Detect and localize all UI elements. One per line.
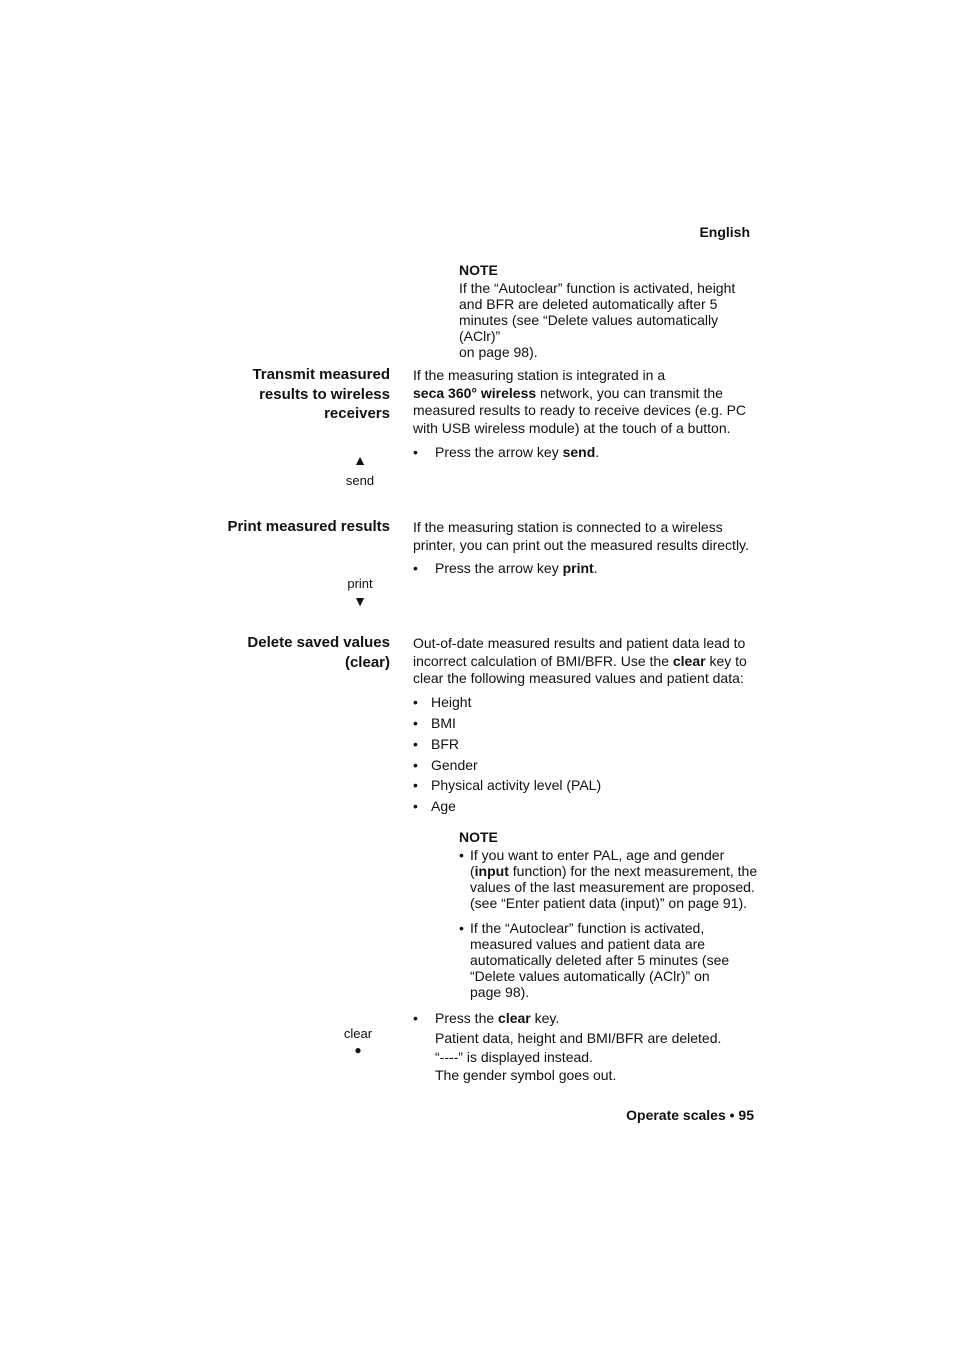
print-instruction: • Press the arrow key print. (413, 560, 598, 576)
print-paragraph: If the measuring station is connected to a wireless printer, you can print out the measured results directly. (413, 519, 749, 553)
note-bullet: • If you want to enter PAL, age and gender (input function) for the next measurement, the values of the last measurement are proposed. (see “Enter patient data (input)” on page 91). (459, 847, 758, 911)
language-label: English (699, 224, 750, 240)
list-item: • Age (413, 798, 456, 814)
list-item: • Physical activity level (PAL) (413, 777, 602, 793)
clear-result: Patient data, height and BMI/BFR are deleted. “----” is displayed instead. The gender symbol goes out. (435, 1030, 722, 1083)
note-title: NOTE (459, 262, 498, 278)
note-bullet: • If the “Autoclear” function is activated, measured values and patient data are automatically deleted after 5 minutes (see “Delete values automatically (AClr)” on page 98). (459, 920, 730, 1000)
note-title: NOTE (459, 829, 498, 845)
clear-key-label: clear (343, 1026, 373, 1041)
note-text: If the “Autoclear” function is activated, height and BFR are deleted automatically after 5 minutes (see “Delete values automatically (AClr)” on page 98). (459, 280, 736, 360)
clear-paragraph: Out-of-date measured results and patient data lead to incorrect calculation of BMI/BFR. Use the clear key to clear the following measured values and patient data: (413, 635, 747, 686)
page-footer: Operate scales • 95 (626, 1107, 754, 1123)
clear-dot-icon: ● (354, 1043, 362, 1057)
transmit-instruction: • Press the arrow key send. (413, 444, 600, 460)
transmit-paragraph: If the measuring station is integrated in a seca 360° wireless network, you can transmit the measured results to ready to receive devices (e.g. PC with USB wireless module) at the touch of a button. (413, 367, 747, 436)
list-item: • BMI (413, 715, 456, 731)
list-item: • Height (413, 694, 472, 710)
list-item: • Gender (413, 757, 478, 773)
section-heading-clear: Delete saved values (clear) (247, 634, 390, 671)
send-arrow-up-icon: ▲ (353, 452, 367, 468)
print-arrow-down-icon: ▼ (353, 593, 367, 609)
print-key-label: print (347, 576, 373, 591)
list-item: • BFR (413, 736, 459, 752)
section-heading-transmit: Transmit measured results to wireless receivers (252, 366, 390, 422)
section-heading-print: Print measured results (227, 518, 390, 535)
clear-instruction: • Press the clear key. (413, 1010, 560, 1026)
send-key-label: send (345, 473, 375, 488)
